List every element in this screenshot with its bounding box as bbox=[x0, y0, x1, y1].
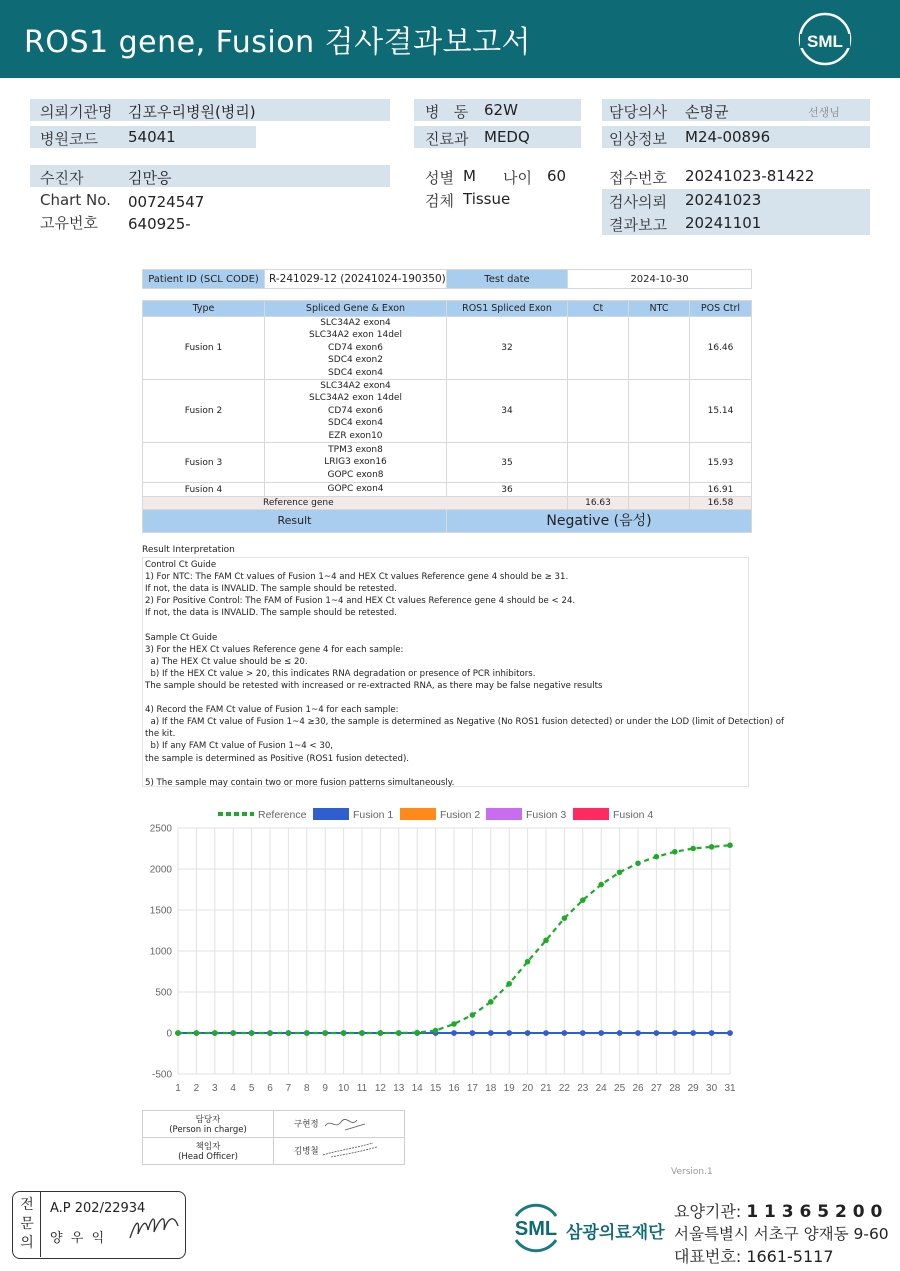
x-tick-label: 19 bbox=[503, 1083, 515, 1094]
x-tick-label: 24 bbox=[595, 1083, 607, 1094]
x-tick-label: 29 bbox=[687, 1083, 699, 1094]
data-point bbox=[543, 1030, 549, 1036]
legend-swatch bbox=[400, 808, 436, 820]
gene-exon: TPM3 exon8 bbox=[328, 444, 383, 455]
x-tick-label: 28 bbox=[669, 1083, 681, 1094]
legend-swatch bbox=[313, 808, 349, 820]
x-tick-label: 1 bbox=[175, 1083, 181, 1094]
y-tick-label: 0 bbox=[166, 1028, 172, 1040]
row-type: Fusion 4 bbox=[143, 483, 265, 497]
legend-label: Fusion 4 bbox=[613, 809, 654, 821]
interpretation-line: If not, the data is INVALID. The sample should be retested. bbox=[145, 584, 397, 595]
legend-item bbox=[573, 808, 653, 821]
info-bar bbox=[30, 165, 390, 187]
row-ct bbox=[568, 380, 629, 443]
age-label: 나이 bbox=[503, 169, 532, 187]
data-point bbox=[249, 1030, 255, 1036]
signature-mark-icon bbox=[321, 1141, 381, 1161]
interpretation-line: 1) For NTC: The FAM Ct values of Fusion 1~4 and HEX Ct values Reference gene 4 should be ≥ 31. bbox=[145, 572, 569, 583]
row-exon: 32 bbox=[447, 317, 568, 380]
data-point bbox=[690, 1030, 696, 1036]
y-tick-label: 1000 bbox=[149, 946, 172, 958]
data-point bbox=[543, 938, 549, 944]
data-point bbox=[451, 1021, 457, 1027]
head-officer-role bbox=[143, 1138, 274, 1165]
age-value: 60 bbox=[547, 167, 567, 185]
ap-vertical-char: 전 bbox=[20, 1197, 34, 1213]
x-tick-label: 10 bbox=[338, 1083, 350, 1094]
sml-org-logo-icon bbox=[510, 1200, 562, 1256]
x-tick-label: 3 bbox=[212, 1083, 218, 1094]
signature-mark-icon bbox=[321, 1114, 371, 1134]
gene-exon: EZR exon10 bbox=[328, 430, 383, 441]
specimen-value: Tissue bbox=[463, 190, 511, 208]
x-tick-label: 18 bbox=[485, 1083, 497, 1094]
data-point bbox=[414, 1030, 420, 1036]
interpretation-line: 2) For Positive Control: The FAM of Fusion 1~4 and HEX Ct values Reference gene 4 should be < 24. bbox=[145, 596, 576, 607]
person-in-charge-role bbox=[143, 1111, 274, 1138]
row-genes bbox=[265, 443, 447, 483]
data-point bbox=[654, 1030, 660, 1036]
data-point bbox=[212, 1030, 218, 1036]
gene-exon: SLC34A2 exon 14del bbox=[309, 330, 402, 341]
ap-vertical-label bbox=[19, 1196, 35, 1253]
unique-no-label: 고유번호 bbox=[40, 214, 98, 232]
data-point bbox=[304, 1030, 310, 1036]
y-tick-label: 2500 bbox=[149, 823, 172, 835]
institution-value: 김포우리병원(병리) bbox=[128, 103, 256, 121]
data-point bbox=[194, 1030, 200, 1036]
data-point bbox=[727, 1030, 733, 1036]
row-exon: 35 bbox=[447, 443, 568, 483]
data-point bbox=[286, 1030, 292, 1036]
row-exon: 36 bbox=[447, 483, 568, 497]
interpretation-title: Result Interpretation bbox=[142, 545, 235, 555]
gene-exon: SDC4 exon2 bbox=[328, 355, 383, 366]
data-point bbox=[525, 1030, 531, 1036]
test-date-label: Test date bbox=[447, 270, 568, 289]
data-point bbox=[378, 1030, 384, 1036]
gene-exon: GOPC exon8 bbox=[327, 469, 384, 480]
x-tick-label: 7 bbox=[285, 1083, 292, 1094]
chart-no-label: Chart No. bbox=[40, 191, 111, 209]
patient-value: 김만응 bbox=[128, 169, 172, 187]
interpretation-line: a) If the FAM Ct value of Fusion 1~4 ≥30, the sample is determined as Negative (No ROS1 fusion detected) or under the LOD (limit of Detection) of bbox=[145, 717, 784, 728]
result-label: Result bbox=[143, 510, 447, 533]
x-tick-label: 13 bbox=[393, 1083, 405, 1094]
phone-label: 대표번호: bbox=[674, 1247, 742, 1266]
test-date-value: 2024-10-30 bbox=[568, 270, 752, 289]
doctor-suffix: 선생님 bbox=[808, 106, 840, 119]
row-ct bbox=[568, 443, 629, 483]
interpretation-line: b) If the HEX Ct value > 20, this indicates RNA degradation or presence of PCR inhibitors. bbox=[145, 668, 536, 679]
row-ntc bbox=[629, 443, 690, 483]
address: 서울특별시 서초구 양재동 9-60 bbox=[674, 1225, 889, 1243]
interpretation-line bbox=[145, 765, 746, 777]
x-tick-label: 26 bbox=[632, 1083, 644, 1094]
role-ko: 책임자 bbox=[195, 1142, 221, 1152]
legend-label: Fusion 1 bbox=[353, 809, 394, 821]
x-tick-label: 23 bbox=[577, 1083, 589, 1094]
signature-table bbox=[142, 1110, 405, 1165]
data-point bbox=[488, 1030, 494, 1036]
signer-name: 구현정 bbox=[294, 1119, 319, 1130]
head-officer-sign bbox=[274, 1138, 405, 1165]
receipt-label: 접수번호 bbox=[609, 169, 667, 187]
signer-name: 김병철 bbox=[294, 1146, 319, 1157]
ward-label: 병 동 bbox=[425, 103, 469, 121]
reference-pos: 16.58 bbox=[690, 497, 752, 510]
report-date-value: 20241101 bbox=[685, 214, 762, 232]
care-code-label: 요양기관: bbox=[674, 1202, 742, 1221]
role-en: (Person in charge) bbox=[169, 1125, 247, 1135]
gene-exon: SDC4 exon4 bbox=[328, 367, 383, 378]
ap-number: A.P 202/22934 bbox=[50, 1201, 146, 1216]
legend-item bbox=[486, 808, 566, 821]
interpretation-line: the kit. bbox=[145, 729, 176, 740]
data-point bbox=[654, 854, 660, 860]
data-point bbox=[562, 915, 568, 921]
data-point bbox=[617, 1030, 623, 1036]
dept-value: MEDQ bbox=[484, 128, 530, 146]
data-point bbox=[690, 846, 696, 852]
data-point bbox=[635, 1030, 641, 1036]
x-tick-label: 8 bbox=[304, 1083, 310, 1094]
y-tick-label: 2000 bbox=[149, 864, 172, 876]
ap-name: 양 우 익 bbox=[50, 1231, 105, 1246]
data-point bbox=[451, 1030, 457, 1036]
x-tick-label: 17 bbox=[466, 1083, 478, 1094]
col-header: POS Ctrl bbox=[690, 301, 752, 317]
ap-vertical-char: 문 bbox=[20, 1216, 34, 1232]
x-tick-label: 25 bbox=[614, 1083, 626, 1094]
data-point bbox=[506, 1030, 512, 1036]
data-point bbox=[470, 1030, 476, 1036]
doctor-label: 담당의사 bbox=[609, 103, 667, 121]
role-en: (Head Officer) bbox=[178, 1152, 238, 1162]
row-type: Fusion 3 bbox=[143, 443, 265, 483]
dept-label: 진료과 bbox=[425, 130, 469, 148]
gene-exon: CD74 exon6 bbox=[328, 342, 383, 353]
person-in-charge-sign bbox=[274, 1111, 405, 1138]
clinical-label: 임상정보 bbox=[609, 130, 667, 148]
interpretation-line: Control Ct Guide bbox=[145, 560, 217, 570]
x-tick-label: 14 bbox=[411, 1083, 423, 1094]
sml-logo-icon bbox=[798, 12, 852, 66]
x-tick-label: 11 bbox=[356, 1083, 368, 1094]
data-point bbox=[506, 981, 512, 987]
gene-exon: SDC4 exon4 bbox=[328, 418, 383, 429]
reference-ntc bbox=[629, 497, 690, 510]
institution-label: 의뢰기관명 bbox=[40, 103, 113, 121]
legend-label: Reference bbox=[258, 809, 307, 821]
fusion-result-table bbox=[142, 300, 752, 533]
data-point bbox=[598, 1030, 604, 1036]
x-tick-label: 21 bbox=[540, 1083, 552, 1094]
result-value: Negative (음성) bbox=[447, 510, 752, 533]
data-point bbox=[562, 1030, 568, 1036]
data-point bbox=[433, 1028, 439, 1034]
col-header: Spliced Gene & Exon bbox=[265, 301, 447, 317]
reference-label: Reference gene bbox=[143, 497, 568, 510]
data-point bbox=[359, 1030, 365, 1036]
y-tick-label: 500 bbox=[155, 987, 172, 999]
interpretation-line: If not, the data is INVALID. The sample should be retested. bbox=[145, 608, 397, 619]
x-tick-label: 9 bbox=[322, 1083, 328, 1094]
reference-row bbox=[143, 497, 752, 510]
row-genes bbox=[265, 483, 447, 497]
ward-value: 62W bbox=[484, 101, 518, 119]
reference-ct: 16.63 bbox=[568, 497, 629, 510]
data-point bbox=[488, 999, 494, 1005]
interpretation-box bbox=[142, 557, 784, 788]
data-point bbox=[635, 860, 641, 866]
data-point bbox=[322, 1030, 328, 1036]
row-ct bbox=[568, 317, 629, 380]
interpretation-line: 3) For the HEX Ct values Reference gene 4 for each sample: bbox=[145, 644, 404, 655]
row-ntc bbox=[629, 483, 690, 497]
gene-exon: SLC34A2 exon4 bbox=[320, 318, 391, 328]
data-point bbox=[598, 882, 604, 888]
legend-swatch bbox=[573, 808, 609, 820]
legend-item bbox=[218, 809, 307, 821]
legend-label: Fusion 3 bbox=[526, 809, 567, 821]
hospital-code-label: 병원코드 bbox=[40, 130, 98, 148]
data-point bbox=[470, 1012, 476, 1018]
phone-line bbox=[674, 1244, 834, 1267]
gene-exon: SLC34A2 exon4 bbox=[320, 381, 391, 392]
row-exon: 34 bbox=[447, 380, 568, 443]
specimen-label: 검체 bbox=[425, 192, 454, 210]
data-point bbox=[580, 897, 586, 903]
x-tick-label: 4 bbox=[230, 1083, 236, 1094]
y-tick-label: 1500 bbox=[149, 905, 172, 917]
sex-label: 성별 bbox=[425, 169, 454, 187]
handwritten-signature-icon bbox=[126, 1200, 182, 1250]
row-type: Fusion 1 bbox=[143, 317, 265, 380]
interpretation-line: b) If any FAM Ct value of Fusion 1~4 < 30, bbox=[145, 741, 334, 752]
row-pos: 16.46 bbox=[690, 317, 752, 380]
x-tick-label: 5 bbox=[248, 1083, 255, 1094]
interpretation-line: Sample Ct Guide bbox=[145, 632, 218, 643]
row-genes bbox=[265, 317, 447, 380]
col-header: Type bbox=[143, 301, 265, 317]
patient-label: 수진자 bbox=[40, 169, 84, 187]
row-ntc bbox=[629, 317, 690, 380]
x-tick-label: 6 bbox=[267, 1083, 273, 1094]
report-date-label: 결과보고 bbox=[609, 216, 667, 234]
data-point bbox=[672, 1030, 678, 1036]
row-ntc bbox=[629, 380, 690, 443]
row-pos: 15.93 bbox=[690, 443, 752, 483]
data-point bbox=[341, 1030, 347, 1036]
chart-no-value: 00724547 bbox=[128, 193, 205, 211]
legend-item bbox=[313, 808, 393, 821]
x-tick-label: 30 bbox=[706, 1083, 718, 1094]
interpretation-line bbox=[145, 692, 746, 704]
table-row bbox=[143, 483, 752, 497]
phone-value: 1661-5117 bbox=[746, 1247, 834, 1266]
clinical-value: M24-00896 bbox=[685, 128, 771, 146]
report-title: ROS1 gene, Fusion 검사결과보고서 bbox=[24, 25, 532, 60]
x-tick-label: 22 bbox=[558, 1083, 570, 1094]
data-point bbox=[230, 1030, 236, 1036]
patient-id-table bbox=[142, 269, 752, 289]
patient-id-label: Patient ID (SCL CODE) bbox=[143, 270, 265, 289]
table-row bbox=[143, 443, 752, 483]
legend-swatch bbox=[486, 808, 522, 820]
org-name: 삼광의료재단 bbox=[566, 1223, 665, 1243]
data-point bbox=[709, 1030, 715, 1036]
col-header: NTC bbox=[629, 301, 690, 317]
interpretation-line: 4) Record the FAM Ct value of Fusion 1~4 for each sample: bbox=[145, 705, 399, 716]
receipt-value: 20241023-81422 bbox=[685, 167, 815, 185]
legend-item bbox=[400, 808, 480, 821]
sex-value: M bbox=[463, 167, 476, 185]
patient-id-value: R-241029-12 (20241024-190350) bbox=[265, 270, 447, 289]
interpretation-line bbox=[145, 619, 746, 631]
doctor-value: 손명균 bbox=[685, 103, 729, 121]
result-row bbox=[143, 510, 752, 533]
data-point bbox=[709, 844, 715, 850]
y-tick-label: -500 bbox=[151, 1069, 172, 1081]
data-point bbox=[175, 1030, 181, 1036]
interpretation-line: a) The HEX Ct value should be ≤ 20. bbox=[145, 656, 308, 667]
row-type: Fusion 2 bbox=[143, 380, 265, 443]
data-point bbox=[672, 849, 678, 855]
amplification-chart bbox=[138, 800, 758, 1100]
care-code-value: 1 1 3 6 5 2 0 0 bbox=[746, 1202, 883, 1222]
version-label: Version.1 bbox=[671, 1167, 713, 1177]
gene-exon: LRIG3 exon16 bbox=[324, 457, 387, 468]
gene-exon: SLC34A2 exon 14del bbox=[309, 393, 402, 404]
table-row bbox=[143, 380, 752, 443]
x-tick-label: 15 bbox=[430, 1083, 442, 1094]
data-point bbox=[617, 869, 623, 875]
row-ct bbox=[568, 483, 629, 497]
col-header: Ct bbox=[568, 301, 629, 317]
x-tick-label: 2 bbox=[193, 1083, 200, 1094]
role-ko: 담당자 bbox=[195, 1115, 221, 1125]
request-value: 20241023 bbox=[685, 191, 762, 209]
unique-no-value: 640925- bbox=[128, 215, 191, 233]
x-tick-label: 27 bbox=[650, 1083, 662, 1094]
sml-org-logo-text: SML bbox=[514, 1218, 558, 1240]
gene-exon: CD74 exon6 bbox=[328, 405, 383, 416]
data-point bbox=[396, 1030, 402, 1036]
row-genes bbox=[265, 380, 447, 443]
ap-vertical-char: 의 bbox=[20, 1235, 34, 1251]
x-tick-label: 12 bbox=[374, 1083, 386, 1094]
sml-logo-text: SML bbox=[807, 32, 843, 51]
care-code-line bbox=[674, 1199, 882, 1222]
interpretation-line: 5) The sample may contain two or more fusion patterns simultaneously. bbox=[145, 777, 455, 788]
legend-label: Fusion 2 bbox=[440, 809, 481, 821]
row-pos: 15.14 bbox=[690, 380, 752, 443]
gene-exon: GOPC exon4 bbox=[327, 484, 384, 495]
request-label: 검사의뢰 bbox=[609, 193, 667, 211]
data-point bbox=[525, 959, 531, 965]
data-point bbox=[267, 1030, 273, 1036]
interpretation-line: The sample should be retested with increased or re-extracted RNA, as there may be false negative results bbox=[145, 680, 603, 691]
x-tick-label: 31 bbox=[724, 1083, 736, 1094]
row-pos: 16.91 bbox=[690, 483, 752, 497]
hospital-code-value: 54041 bbox=[128, 128, 176, 146]
data-point bbox=[727, 842, 733, 848]
x-tick-label: 20 bbox=[522, 1083, 534, 1094]
col-header: ROS1 Spliced Exon bbox=[447, 301, 568, 317]
data-point bbox=[580, 1030, 586, 1036]
interpretation-line: the sample is determined as Positive (ROS1 fusion detected). bbox=[145, 753, 410, 764]
table-row bbox=[143, 317, 752, 380]
x-tick-label: 16 bbox=[448, 1083, 460, 1094]
